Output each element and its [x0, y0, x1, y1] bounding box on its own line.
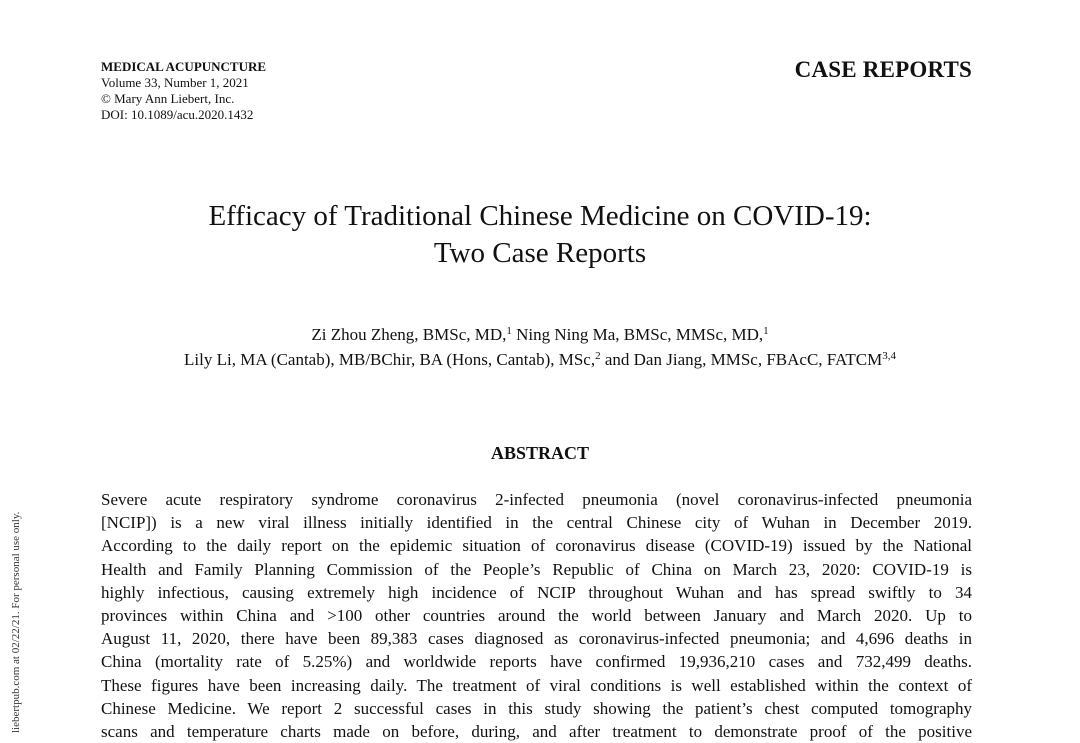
article-title — [0, 198, 1080, 272]
journal-copyright: © Mary Ann Liebert, Inc. — [101, 91, 235, 106]
affiliation-marker: 1 — [506, 325, 512, 337]
title-line-2: Two Case Reports — [433, 237, 647, 269]
abstract-line: Severe acute respiratory syndrome coronavirus 2-infected pneumonia (novel coronavirus-infected pneumonia — [101, 490, 972, 509]
journal-doi: DOI: 10.1089/acu.2020.1432 — [101, 107, 254, 122]
abstract-line: China (mortality rate of 5.25%) and worldwide reports have confirmed 19,936,210 cases and 732,499 deaths. — [101, 652, 972, 672]
abstract-line: provinces within China and >100 other countries around the world between January and March 2020. Up to — [101, 606, 972, 626]
affiliation-marker: 2 — [595, 350, 601, 362]
abstract-heading: ABSTRACT — [490, 443, 590, 463]
abstract-line: Chinese Medicine. We report 2 successful cases in this study showing the patient’s chest computed tomography — [101, 698, 972, 718]
abstract-line: [NCIP]) is a new viral illness initially identified in the central Chinese city of Wuhan in December 2019. — [101, 513, 972, 533]
title-line-1: Efficacy of Traditional Chinese Medicine on COVID-19: — [208, 200, 872, 232]
author-line-2 — [0, 347, 1080, 372]
author-name: Lily Li, MA (Cantab), MB/BChir, BA (Hons, Cantab), MSc, — [184, 350, 596, 369]
abstract-body — [101, 488, 972, 743]
journal-name: MEDICAL ACUPUNCTURE — [101, 59, 267, 74]
abstract-line: August 11, 2020, there have been 89,383 cases diagnosed as coronavirus-infected pneumonia; and 4,696 deaths in — [101, 629, 972, 649]
affiliation-marker: 3,4 — [882, 350, 896, 362]
author-name: and Dan Jiang, MMSc, FBAcC, FATCM — [604, 350, 883, 369]
author-line-1 — [0, 322, 1080, 347]
section-label: CASE REPORTS — [794, 57, 972, 82]
journal-volume: Volume 33, Number 1, 2021 — [101, 75, 249, 90]
abstract-line: highly infectious, causing extremely high incidence of NCIP throughout Wuhan and has spread swiftly to 34 — [101, 582, 972, 602]
abstract-line: According to the daily report on the epidemic situation of coronavirus disease (COVID-19) issued by the National — [101, 536, 972, 556]
abstract-line: These figures have been increasing daily. The treatment of viral conditions is well established within the context of — [101, 675, 972, 695]
affiliation-marker: 1 — [763, 325, 769, 337]
journal-info — [101, 59, 266, 123]
abstract-line: scans and temperature charts made on before, during, and after treatment to demonstrate proof of the positive — [101, 722, 972, 742]
download-watermark: liebertpub.com at 02/22/21. For personal use only. — [10, 511, 22, 733]
abstract-line: Health and Family Planning Commission of the People’s Republic of China on March 23, 2020: COVID-19 is — [101, 559, 972, 579]
author-list — [0, 322, 1080, 372]
author-name: Ning Ning Ma, BMSc, MMSc, MD, — [516, 325, 764, 344]
author-name: Zi Zhou Zheng, BMSc, MD, — [311, 325, 507, 344]
